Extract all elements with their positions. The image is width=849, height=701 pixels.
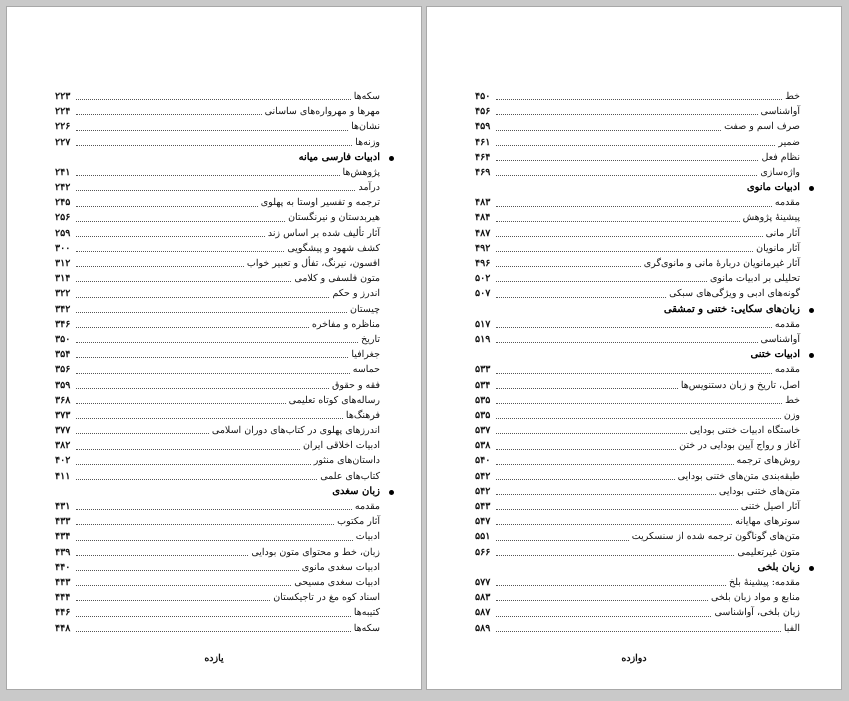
- dot-leader: [496, 493, 716, 495]
- dot-leader: [496, 159, 758, 161]
- dot-leader: [496, 296, 666, 298]
- entry-title: آواشناسی: [760, 106, 800, 118]
- entry-page-number: ۵۳۴: [475, 379, 491, 391]
- entry-page-number: ۲۵۹: [55, 227, 71, 239]
- toc-entry: [475, 135, 800, 150]
- section-title: ادبیات ختنی: [750, 349, 800, 361]
- entry-page-number: ۳۵۹: [55, 379, 71, 391]
- entry-title: صرف اسم و صفت: [724, 121, 800, 133]
- entry-title: کتیبه‌ها: [353, 607, 380, 619]
- entry-title: اسناد کوه مغ در تاجیکستان: [273, 592, 380, 604]
- entry-page-number: ۳۷۷: [55, 425, 71, 437]
- toc-entry: [475, 104, 800, 119]
- toc-entry: [475, 150, 800, 165]
- toc-entry: [55, 135, 380, 150]
- entry-page-number: ۴۸۷: [475, 227, 491, 239]
- entry-title: سوترهای مهایانه: [735, 516, 800, 528]
- entry-title: ترجمه و تفسیر اوستا به پهلوی: [260, 197, 380, 209]
- dot-leader: [76, 250, 284, 252]
- toc-entry: [475, 408, 800, 423]
- toc-entry: [475, 89, 800, 104]
- entry-page-number: ۴۹۲: [475, 242, 491, 254]
- toc-entry: [475, 575, 800, 590]
- entry-page-number: ۳۵۶: [55, 364, 71, 376]
- entry-title: مهرها و مهرواره‌های ساسانی: [264, 106, 380, 118]
- entry-page-number: ۳۵۰: [55, 333, 71, 345]
- entry-page-number: ۲۵۶: [55, 212, 71, 224]
- entry-title: گونه‌های ادبی و ویژگی‌های سبکی: [669, 288, 800, 300]
- entry-title: اندرز و حکم: [332, 288, 380, 300]
- entry-title: سکه‌ها: [353, 622, 380, 634]
- toc-section-heading: [55, 484, 380, 499]
- entry-page-number: ۵۴۰: [475, 455, 491, 467]
- entry-page-number: ۵۴۲: [475, 485, 491, 497]
- toc-entry: [55, 499, 380, 514]
- entry-page-number: ۳۱۴: [55, 273, 71, 285]
- entry-title: ادبیات اخلاقی ایران: [302, 440, 380, 452]
- entry-page-number: ۲۲۴: [55, 106, 71, 118]
- dot-leader: [496, 113, 758, 115]
- entry-title: اندرزهای پهلوی در کتاب‌های دوران اسلامی: [211, 425, 380, 437]
- entry-page-number: ۴۵۹: [475, 121, 491, 133]
- entry-page-number: ۵۵۱: [475, 531, 491, 543]
- dot-leader: [76, 569, 299, 571]
- dot-leader: [496, 280, 707, 282]
- entry-page-number: ۵۸۹: [475, 622, 491, 634]
- toc-section-heading: [475, 347, 800, 362]
- bullet-icon: [389, 490, 394, 495]
- dot-leader: [496, 432, 687, 434]
- toc-section-heading: [55, 150, 380, 165]
- entry-page-number: ۴۴۶: [55, 607, 71, 619]
- toc-entry: [475, 438, 800, 453]
- toc-entry: [55, 165, 380, 180]
- dot-leader: [496, 463, 734, 465]
- toc-section-heading: [475, 302, 800, 317]
- bullet-icon: [809, 353, 814, 358]
- toc-entry: [55, 317, 380, 332]
- entry-page-number: ۲۴۵: [55, 197, 71, 209]
- entry-title: آثار اصیل ختنی: [740, 501, 800, 513]
- entry-page-number: ۵۳۳: [475, 364, 491, 376]
- dot-leader: [76, 402, 286, 404]
- dot-leader: [76, 205, 258, 207]
- entry-title: خط: [785, 394, 800, 406]
- toc-entry: [475, 454, 800, 469]
- dot-leader: [496, 144, 775, 146]
- bullet-icon: [809, 186, 814, 191]
- toc-entry: [475, 165, 800, 180]
- toc-entry: [475, 605, 800, 620]
- toc-entry: [475, 469, 800, 484]
- toc-entry: [55, 605, 380, 620]
- dot-leader: [76, 432, 209, 434]
- entry-title: مقدمه: [774, 318, 800, 330]
- toc-entry: [475, 590, 800, 605]
- entry-title: آغاز و رواج آیین بودایی در ختن: [679, 440, 800, 452]
- dot-leader: [496, 98, 782, 100]
- entry-title: مقدمه: [354, 501, 380, 513]
- entry-title: سکه‌ها: [353, 90, 380, 102]
- entry-page-number: ۴۳۱: [55, 501, 71, 513]
- toc-entry: [55, 423, 380, 438]
- entry-page-number: ۵۴۲: [475, 470, 491, 482]
- dot-leader: [76, 174, 340, 176]
- dot-leader: [76, 144, 352, 146]
- entry-page-number: ۳۲۲: [55, 288, 71, 300]
- entry-page-number: ۲۲۶: [55, 121, 71, 133]
- entry-title: مقدمه: [774, 364, 800, 376]
- entry-page-number: ۴۱۱: [55, 470, 71, 482]
- dot-leader: [76, 448, 300, 450]
- dot-leader: [496, 220, 740, 222]
- entry-title: آثار مکتوب: [337, 516, 380, 528]
- entry-page-number: ۲۲۷: [55, 136, 71, 148]
- dot-leader: [496, 508, 738, 510]
- entry-title: فرهنگ‌ها: [345, 409, 380, 421]
- entry-page-number: ۵۳۵: [475, 409, 491, 421]
- dot-leader: [496, 478, 675, 480]
- dot-leader: [76, 584, 291, 586]
- entry-page-number: ۴۴۸: [55, 622, 71, 634]
- page-number: یازده: [204, 653, 224, 664]
- toc-entry: [475, 317, 800, 332]
- dot-leader: [496, 341, 758, 343]
- dot-leader: [76, 599, 270, 601]
- toc-entry: [55, 590, 380, 605]
- dot-leader: [76, 630, 351, 632]
- entry-page-number: ۴۴۰: [55, 561, 71, 573]
- toc-entry: [55, 378, 380, 393]
- toc-entry: [55, 529, 380, 544]
- dot-leader: [76, 615, 351, 617]
- toc-entry: [55, 469, 380, 484]
- toc-entry: [475, 484, 800, 499]
- dot-leader: [76, 129, 348, 131]
- entry-page-number: ۲۴۱: [55, 166, 71, 178]
- dot-leader: [496, 372, 772, 374]
- section-title: ادبیات فارسی میانه: [298, 151, 380, 163]
- section-title: زبان بلخی: [757, 561, 800, 573]
- entry-title: متن‌های گوناگون ترجمه شده از سنسکریت: [631, 531, 800, 543]
- toc-section-heading: [475, 560, 800, 575]
- entry-title: خط: [785, 90, 800, 102]
- entry-page-number: ۴۶۴: [475, 151, 491, 163]
- dot-leader: [76, 326, 309, 328]
- entry-page-number: ۵۳۵: [475, 394, 491, 406]
- toc-entry: [55, 454, 380, 469]
- entry-title: آثار مانی: [765, 227, 800, 239]
- entry-title: روش‌های ترجمه: [736, 455, 800, 467]
- entry-title: زبان بلخی، آواشناسی: [714, 607, 800, 619]
- toc-entry: [475, 514, 800, 529]
- entry-page-number: ۵۰۲: [475, 273, 491, 285]
- entry-page-number: ۳۴۶: [55, 318, 71, 330]
- dot-leader: [496, 326, 772, 328]
- entry-title: آثار مانویان: [756, 242, 800, 254]
- dot-leader: [76, 341, 358, 343]
- entry-page-number: ۳۱۲: [55, 258, 71, 270]
- entry-title: وزن: [783, 409, 800, 421]
- entry-title: درآمد: [358, 182, 380, 194]
- entry-title: مناظره و مفاخره: [311, 318, 380, 330]
- dot-leader: [76, 554, 248, 556]
- dot-leader: [76, 311, 347, 313]
- dot-leader: [496, 250, 753, 252]
- dot-leader: [496, 402, 782, 404]
- entry-title: وزنه‌ها: [355, 136, 380, 148]
- entry-page-number: ۳۴۲: [55, 303, 71, 315]
- entry-title: متون غیرتعلیمی: [737, 546, 800, 558]
- bullet-icon: [809, 566, 814, 571]
- entry-page-number: ۴۵۶: [475, 106, 491, 118]
- entry-page-number: ۴۳۳: [55, 516, 71, 528]
- entry-title: فقه و حقوق: [331, 379, 380, 391]
- dot-leader: [496, 174, 757, 176]
- entry-title: ضمیر: [778, 136, 800, 148]
- entry-title: واژه‌سازی: [760, 166, 800, 178]
- toc-entry: [475, 332, 800, 347]
- entry-page-number: ۲۴۲: [55, 182, 71, 194]
- right-page: [426, 6, 842, 690]
- dot-leader: [496, 417, 781, 419]
- entry-title: خاستگاه ادبیات ختنی بودایی: [689, 425, 800, 437]
- dot-leader: [76, 220, 285, 222]
- dot-leader: [496, 448, 676, 450]
- entry-title: متن‌های ختنی بودایی: [718, 485, 800, 497]
- toc-entry: [55, 256, 380, 271]
- toc-entry: [55, 195, 380, 210]
- entry-page-number: ۲۲۳: [55, 90, 71, 102]
- entry-title: جغرافیا: [351, 349, 380, 361]
- dot-leader: [76, 463, 311, 465]
- toc-entry: [55, 226, 380, 241]
- toc-entry: [475, 271, 800, 286]
- entry-page-number: ۵۶۶: [475, 546, 491, 558]
- toc-entry: [55, 575, 380, 590]
- entry-page-number: ۴۶۱: [475, 136, 491, 148]
- toc-entry: [475, 393, 800, 408]
- entry-title: ادبیات سغدی مسیحی: [294, 576, 380, 588]
- dot-leader: [496, 615, 711, 617]
- entry-title: تاریخ: [361, 333, 380, 345]
- dot-leader: [76, 98, 351, 100]
- dot-leader: [76, 356, 348, 358]
- dot-leader: [496, 584, 726, 586]
- entry-page-number: ۵۸۳: [475, 592, 491, 604]
- dot-leader: [496, 599, 708, 601]
- toc-entry: [55, 393, 380, 408]
- entry-page-number: ۳۰۰: [55, 242, 71, 254]
- dot-leader: [76, 387, 329, 389]
- bullet-icon: [809, 308, 814, 313]
- toc-entry: [475, 378, 800, 393]
- dot-leader: [496, 129, 721, 131]
- entry-page-number: ۴۳۹: [55, 546, 71, 558]
- dot-leader: [496, 630, 781, 632]
- entry-title: منابع و مواد زبان بلخی: [710, 592, 800, 604]
- toc-entry: [55, 332, 380, 347]
- entry-page-number: ۴۹۶: [475, 258, 491, 270]
- toc-entry: [475, 211, 800, 226]
- entry-title: زبان، خط و محتوای متون بودایی: [251, 546, 380, 558]
- entry-page-number: ۴۰۲: [55, 455, 71, 467]
- page-number: دوازده: [621, 653, 647, 664]
- dot-leader: [76, 417, 343, 419]
- toc-entry: [55, 514, 380, 529]
- toc-entry: [55, 104, 380, 119]
- toc-entry: [55, 560, 380, 575]
- entry-page-number: ۵۷۷: [475, 576, 491, 588]
- dot-leader: [76, 189, 355, 191]
- dot-leader: [76, 372, 350, 374]
- entry-title: پژوهش‌ها: [342, 166, 380, 178]
- entry-title: ادبیات سغدی مانوی: [301, 561, 380, 573]
- entry-title: نظام فعل: [761, 151, 800, 163]
- entry-title: داستان‌های منثور: [313, 455, 380, 467]
- toc-entry: [475, 529, 800, 544]
- toc-entry: [55, 89, 380, 104]
- toc-entry: [475, 119, 800, 134]
- entry-title: نشان‌ها: [351, 121, 380, 133]
- entry-page-number: ۴۴۳: [55, 576, 71, 588]
- toc-entry: [475, 621, 800, 636]
- entry-title: طبقه‌بندی متن‌های ختنی بودایی: [677, 470, 800, 482]
- entry-title: الفبا: [783, 622, 800, 634]
- toc-left: [55, 89, 380, 636]
- toc-entry: [475, 362, 800, 377]
- dot-leader: [496, 539, 629, 541]
- left-page: [6, 6, 422, 690]
- toc-entry: [55, 211, 380, 226]
- toc-section-heading: [475, 180, 800, 195]
- dot-leader: [76, 235, 265, 237]
- entry-page-number: ۵۸۷: [475, 607, 491, 619]
- entry-page-number: ۵۰۷: [475, 288, 491, 300]
- entry-title: آثار تألیف شده بر اساس زند: [267, 227, 380, 239]
- entry-page-number: ۴۸۳: [475, 197, 491, 209]
- entry-page-number: ۵۱۹: [475, 333, 491, 345]
- entry-title: آثار غیرمانویان دربارهٔ مانی و مانوی‌گری: [643, 258, 800, 270]
- toc-entry: [475, 545, 800, 560]
- entry-page-number: ۵۱۷: [475, 318, 491, 330]
- entry-title: تحلیلی بر ادبیات مانوی: [710, 273, 800, 285]
- dot-leader: [496, 387, 678, 389]
- toc-entry: [475, 286, 800, 301]
- toc-entry: [475, 241, 800, 256]
- entry-title: افسون، نیرنگ، تفأل و تعبیر خواب: [246, 258, 380, 270]
- toc-entry: [55, 286, 380, 301]
- entry-page-number: ۳۷۳: [55, 409, 71, 421]
- entry-page-number: ۴۶۹: [475, 166, 491, 178]
- entry-page-number: ۴۳۴: [55, 531, 71, 543]
- toc-entry: [55, 302, 380, 317]
- toc-entry: [475, 256, 800, 271]
- toc-entry: [55, 545, 380, 560]
- entry-page-number: ۴۴۴: [55, 592, 71, 604]
- entry-page-number: ۴۵۰: [475, 90, 491, 102]
- toc-entry: [55, 362, 380, 377]
- entry-title: هیربدستان و نیرنگستان: [288, 212, 380, 224]
- dot-leader: [496, 235, 763, 237]
- entry-title: رساله‌های کوتاه تعلیمی: [288, 394, 380, 406]
- toc-entry: [475, 499, 800, 514]
- toc-entry: [475, 226, 800, 241]
- toc-right: [475, 89, 800, 636]
- dot-leader: [496, 523, 732, 525]
- entry-page-number: ۳۶۸: [55, 394, 71, 406]
- toc-entry: [55, 347, 380, 362]
- toc-entry: [55, 621, 380, 636]
- dot-leader: [496, 554, 734, 556]
- entry-title: چیستان: [350, 303, 380, 315]
- toc-entry: [475, 195, 800, 210]
- entry-page-number: ۵۳۷: [475, 425, 491, 437]
- section-title: ادبیات مانوی: [746, 182, 800, 194]
- toc-entry: [55, 438, 380, 453]
- dot-leader: [76, 296, 329, 298]
- entry-title: اصل، تاریخ و زبان دستنویس‌ها: [680, 379, 800, 391]
- entry-page-number: ۵۴۷: [475, 516, 491, 528]
- entry-title: مقدمه: پیشینهٔ بلخ: [728, 576, 800, 588]
- dot-leader: [76, 265, 244, 267]
- toc-entry: [55, 119, 380, 134]
- entry-title: مقدمه: [774, 197, 800, 209]
- dot-leader: [76, 113, 262, 115]
- toc-entry: [55, 271, 380, 286]
- entry-page-number: ۳۵۴: [55, 349, 71, 361]
- entry-title: آواشناسی: [760, 333, 800, 345]
- dot-leader: [76, 280, 291, 282]
- entry-page-number: ۳۸۲: [55, 440, 71, 452]
- dot-leader: [76, 523, 334, 525]
- toc-entry: [475, 423, 800, 438]
- dot-leader: [76, 478, 317, 480]
- entry-page-number: ۵۳۸: [475, 440, 491, 452]
- entry-page-number: ۵۴۳: [475, 501, 491, 513]
- entry-page-number: ۴۸۴: [475, 212, 491, 224]
- dot-leader: [496, 205, 772, 207]
- toc-entry: [55, 180, 380, 195]
- entry-title: کشف شهود و پیشگویی: [287, 242, 380, 254]
- dot-leader: [76, 539, 353, 541]
- section-title: زبان سغدی: [332, 485, 380, 497]
- entry-title: متون فلسفی و کلامی: [294, 273, 380, 285]
- entry-title: پیشینهٔ پژوهش: [742, 212, 800, 224]
- section-title: زبان‌های سکایی: ختنی و تمشقی: [663, 303, 800, 315]
- entry-title: ادبیات: [355, 531, 380, 543]
- entry-title: حماسه: [352, 364, 380, 376]
- toc-entry: [55, 408, 380, 423]
- bullet-icon: [389, 156, 394, 161]
- entry-title: کتاب‌های علمی: [320, 470, 380, 482]
- dot-leader: [496, 265, 641, 267]
- dot-leader: [76, 508, 352, 510]
- toc-entry: [55, 241, 380, 256]
